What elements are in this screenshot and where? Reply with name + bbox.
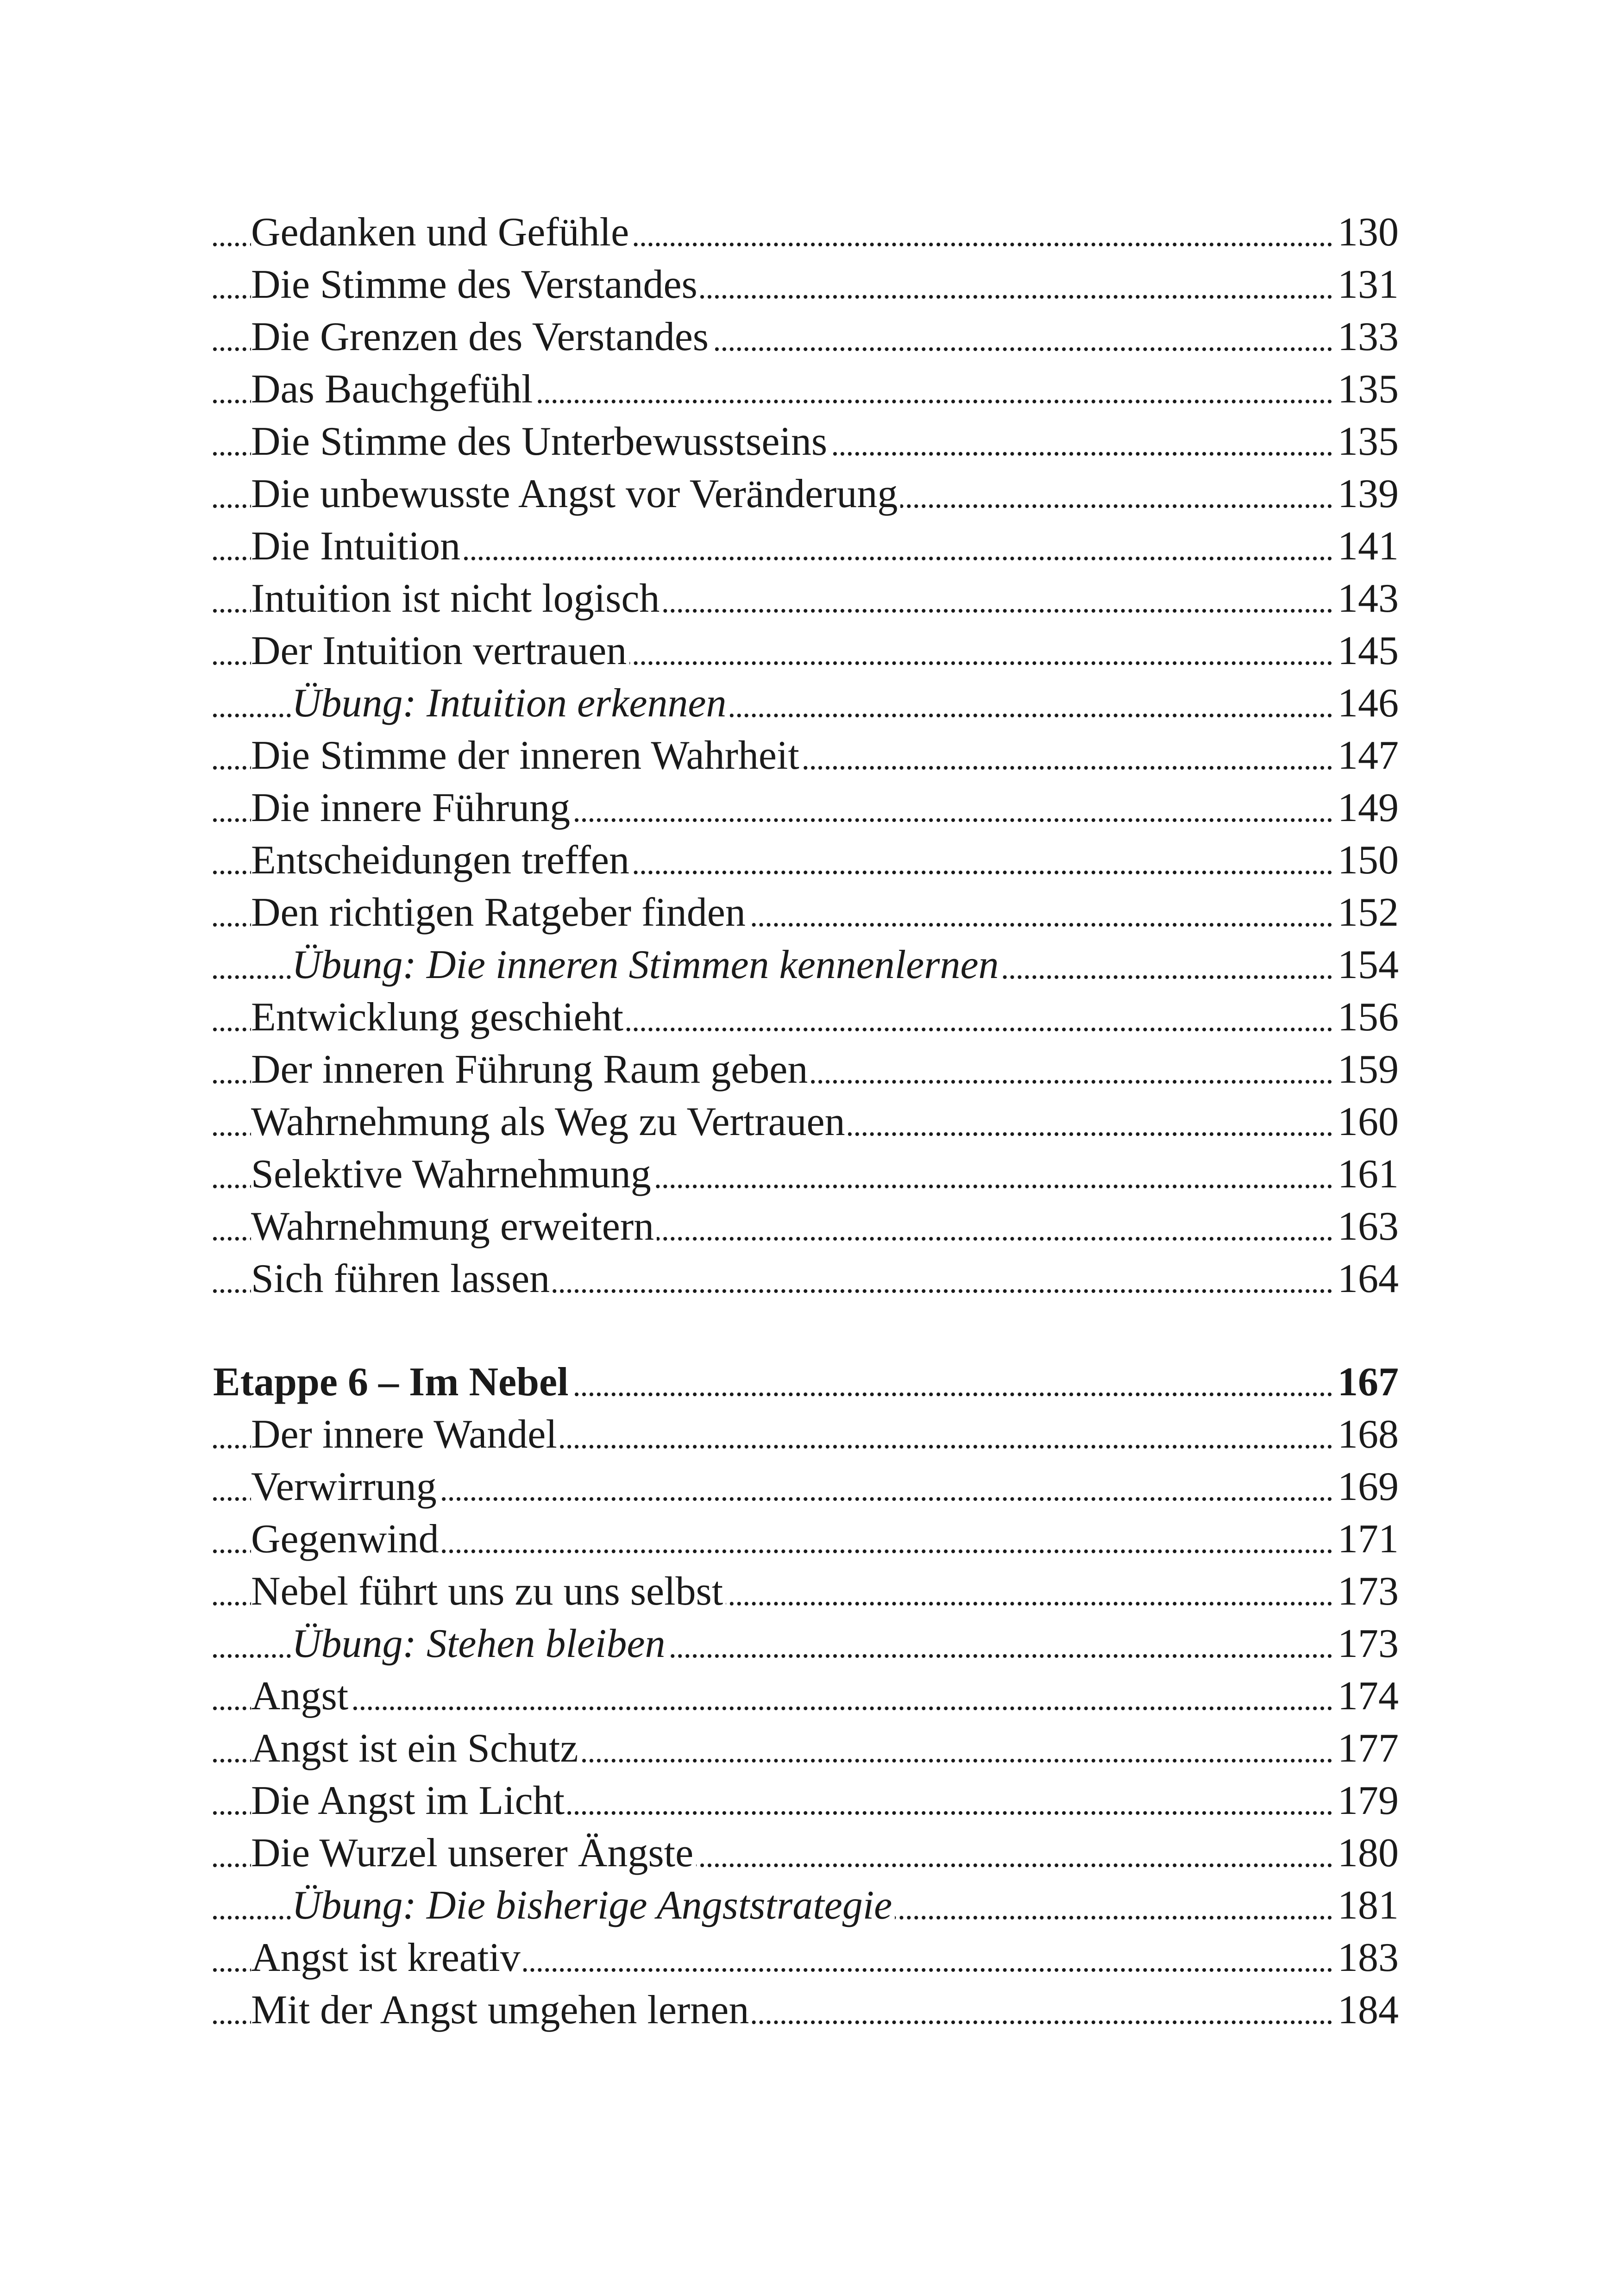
toc-exercise-entry bbox=[213, 939, 1399, 991]
toc-entry-page-number: 143 bbox=[1335, 572, 1399, 625]
toc-entry bbox=[213, 1200, 1399, 1253]
toc-entry-title: Intuition ist nicht logisch bbox=[251, 576, 662, 621]
toc-entry-title: Der Intuition vertrauen bbox=[251, 628, 629, 673]
toc-entry-page-number: 181 bbox=[1335, 1879, 1399, 1932]
toc-entry-page-number: 173 bbox=[1335, 1618, 1399, 1670]
toc-entry bbox=[213, 1722, 1399, 1775]
toc-exercise-entry bbox=[213, 677, 1399, 729]
toc-entry-title: Die Grenzen des Verstandes bbox=[251, 314, 711, 359]
toc-entry-page-number: 184 bbox=[1335, 1984, 1399, 2036]
toc-entry bbox=[213, 834, 1399, 886]
toc-entry bbox=[213, 1775, 1399, 1827]
toc-entry bbox=[213, 1408, 1399, 1461]
dot-leader bbox=[213, 1706, 1399, 1710]
toc-entry-page-number: 152 bbox=[1335, 886, 1399, 939]
toc-entry-title: Der inneren Führung Raum geben bbox=[251, 1047, 810, 1092]
toc-entry bbox=[213, 572, 1399, 625]
toc-entry-title: Das Bauchgefühl bbox=[251, 367, 535, 412]
toc-entry-title: Angst bbox=[251, 1674, 351, 1719]
toc-exercise-entry bbox=[213, 1618, 1399, 1670]
toc-entry-title: Die Intuition bbox=[251, 524, 463, 569]
toc-entry-title: Übung: Die bisherige Angststrategie bbox=[292, 1883, 895, 1928]
toc-entry-page-number: 150 bbox=[1335, 834, 1399, 886]
toc-entry bbox=[213, 1461, 1399, 1513]
toc-entry-page-number: 177 bbox=[1335, 1722, 1399, 1775]
toc-entry-title: Gedanken und Gefühle bbox=[251, 210, 632, 255]
toc-entry-page-number: 135 bbox=[1335, 363, 1399, 415]
toc-entry-page-number: 145 bbox=[1335, 625, 1399, 677]
toc-entry bbox=[213, 1096, 1399, 1148]
toc-entry-title: Verwirrung bbox=[251, 1464, 440, 1509]
toc-entry-title: Übung: Intuition erkennen bbox=[292, 681, 729, 726]
toc-entry bbox=[213, 1513, 1399, 1565]
toc-entry-title: Der innere Wandel bbox=[251, 1412, 560, 1457]
toc-entry-page-number: 133 bbox=[1335, 311, 1399, 363]
toc-entry bbox=[213, 1984, 1399, 2036]
toc-entry-title: Gegenwind bbox=[251, 1517, 442, 1562]
toc-entry-page-number: 139 bbox=[1335, 468, 1399, 520]
toc-entry-title: Entwicklung geschieht bbox=[251, 995, 626, 1040]
toc-entry-title: Die Angst im Licht bbox=[251, 1778, 567, 1823]
toc-entry-title: Mit der Angst umgehen lernen bbox=[251, 1988, 752, 2033]
toc-entry-page-number: 149 bbox=[1335, 782, 1399, 834]
toc-entry bbox=[213, 520, 1399, 572]
toc-entry-title: Die Stimme der inneren Wahrheit bbox=[251, 733, 802, 778]
toc-entry bbox=[213, 468, 1399, 520]
toc-entry-title: Angst ist ein Schutz bbox=[251, 1726, 581, 1771]
toc-entry-page-number: 131 bbox=[1335, 258, 1399, 311]
toc-entry-page-number: 173 bbox=[1335, 1565, 1399, 1618]
toc-entry bbox=[213, 1670, 1399, 1722]
toc-entry-page-number: 168 bbox=[1335, 1408, 1399, 1461]
toc-entry-title: Die Stimme des Verstandes bbox=[251, 262, 700, 307]
toc-entry-page-number: 180 bbox=[1335, 1827, 1399, 1879]
toc-entry bbox=[213, 729, 1399, 782]
toc-entry-title: Die Stimme des Unterbewusstseins bbox=[251, 419, 830, 464]
toc-entry bbox=[213, 311, 1399, 363]
toc-exercise-entry bbox=[213, 1879, 1399, 1932]
toc-entry-title: Selektive Wahrnehmung bbox=[251, 1152, 654, 1197]
toc-entry-page-number: 179 bbox=[1335, 1775, 1399, 1827]
toc-entry-page-number: 154 bbox=[1335, 939, 1399, 991]
toc-entry-page-number: 183 bbox=[1335, 1932, 1399, 1984]
toc-entry-title: Nebel führt uns zu uns selbst bbox=[251, 1569, 726, 1614]
toc-entry-title: Entscheidungen treffen bbox=[251, 838, 632, 883]
toc-entry-title: Die Wurzel unserer Ängste bbox=[251, 1831, 696, 1876]
toc-entry-title: Übung: Stehen bleiben bbox=[292, 1621, 668, 1666]
toc-entry bbox=[213, 991, 1399, 1043]
toc-entry-page-number: 141 bbox=[1335, 520, 1399, 572]
toc-entry-title: Wahrnehmung als Weg zu Vertrauen bbox=[251, 1099, 848, 1144]
toc-entry bbox=[213, 363, 1399, 415]
toc-entry-page-number: 135 bbox=[1335, 415, 1399, 468]
toc-entry-title: Angst ist kreativ bbox=[251, 1935, 523, 1980]
toc-entry-page-number: 167 bbox=[1335, 1356, 1399, 1408]
toc-entry-title: Etappe 6 – Im Nebel bbox=[213, 1360, 572, 1405]
toc-entry bbox=[213, 1932, 1399, 1984]
toc-entry bbox=[213, 1043, 1399, 1096]
table-of-contents bbox=[213, 206, 1399, 2036]
toc-entry bbox=[213, 258, 1399, 311]
toc-entry-page-number: 174 bbox=[1335, 1670, 1399, 1722]
toc-entry bbox=[213, 1565, 1399, 1618]
toc-entry-title: Sich führen lassen bbox=[251, 1256, 553, 1301]
toc-entry-page-number: 169 bbox=[1335, 1461, 1399, 1513]
toc-entry-page-number: 159 bbox=[1335, 1043, 1399, 1096]
toc-entry-page-number: 156 bbox=[1335, 991, 1399, 1043]
toc-entry-page-number: 160 bbox=[1335, 1096, 1399, 1148]
toc-entry-title: Übung: Die inneren Stimmen kennenlernen bbox=[292, 942, 1002, 987]
toc-entry-page-number: 130 bbox=[1335, 206, 1399, 258]
toc-entry bbox=[213, 1148, 1399, 1200]
toc-entry-title: Die innere Führung bbox=[251, 785, 573, 830]
toc-entry-page-number: 161 bbox=[1335, 1148, 1399, 1200]
toc-entry bbox=[213, 886, 1399, 939]
toc-entry-page-number: 147 bbox=[1335, 729, 1399, 782]
toc-entry-page-number: 171 bbox=[1335, 1513, 1399, 1565]
toc-entry-page-number: 146 bbox=[1335, 677, 1399, 729]
toc-entry-title: Die unbewusste Angst vor Veränderung bbox=[251, 471, 900, 516]
toc-entry-title: Wahrnehmung erweitern bbox=[251, 1204, 657, 1249]
toc-entry bbox=[213, 782, 1399, 834]
toc-entry bbox=[213, 1827, 1399, 1879]
toc-entry bbox=[213, 206, 1399, 258]
toc-entry-title: Den richtigen Ratgeber finden bbox=[251, 890, 748, 935]
toc-entry bbox=[213, 1253, 1399, 1305]
toc-entry bbox=[213, 415, 1399, 468]
toc-entry-page-number: 163 bbox=[1335, 1200, 1399, 1253]
toc-entry bbox=[213, 625, 1399, 677]
toc-entry-page-number: 164 bbox=[1335, 1253, 1399, 1305]
toc-section-heading bbox=[213, 1356, 1399, 1408]
